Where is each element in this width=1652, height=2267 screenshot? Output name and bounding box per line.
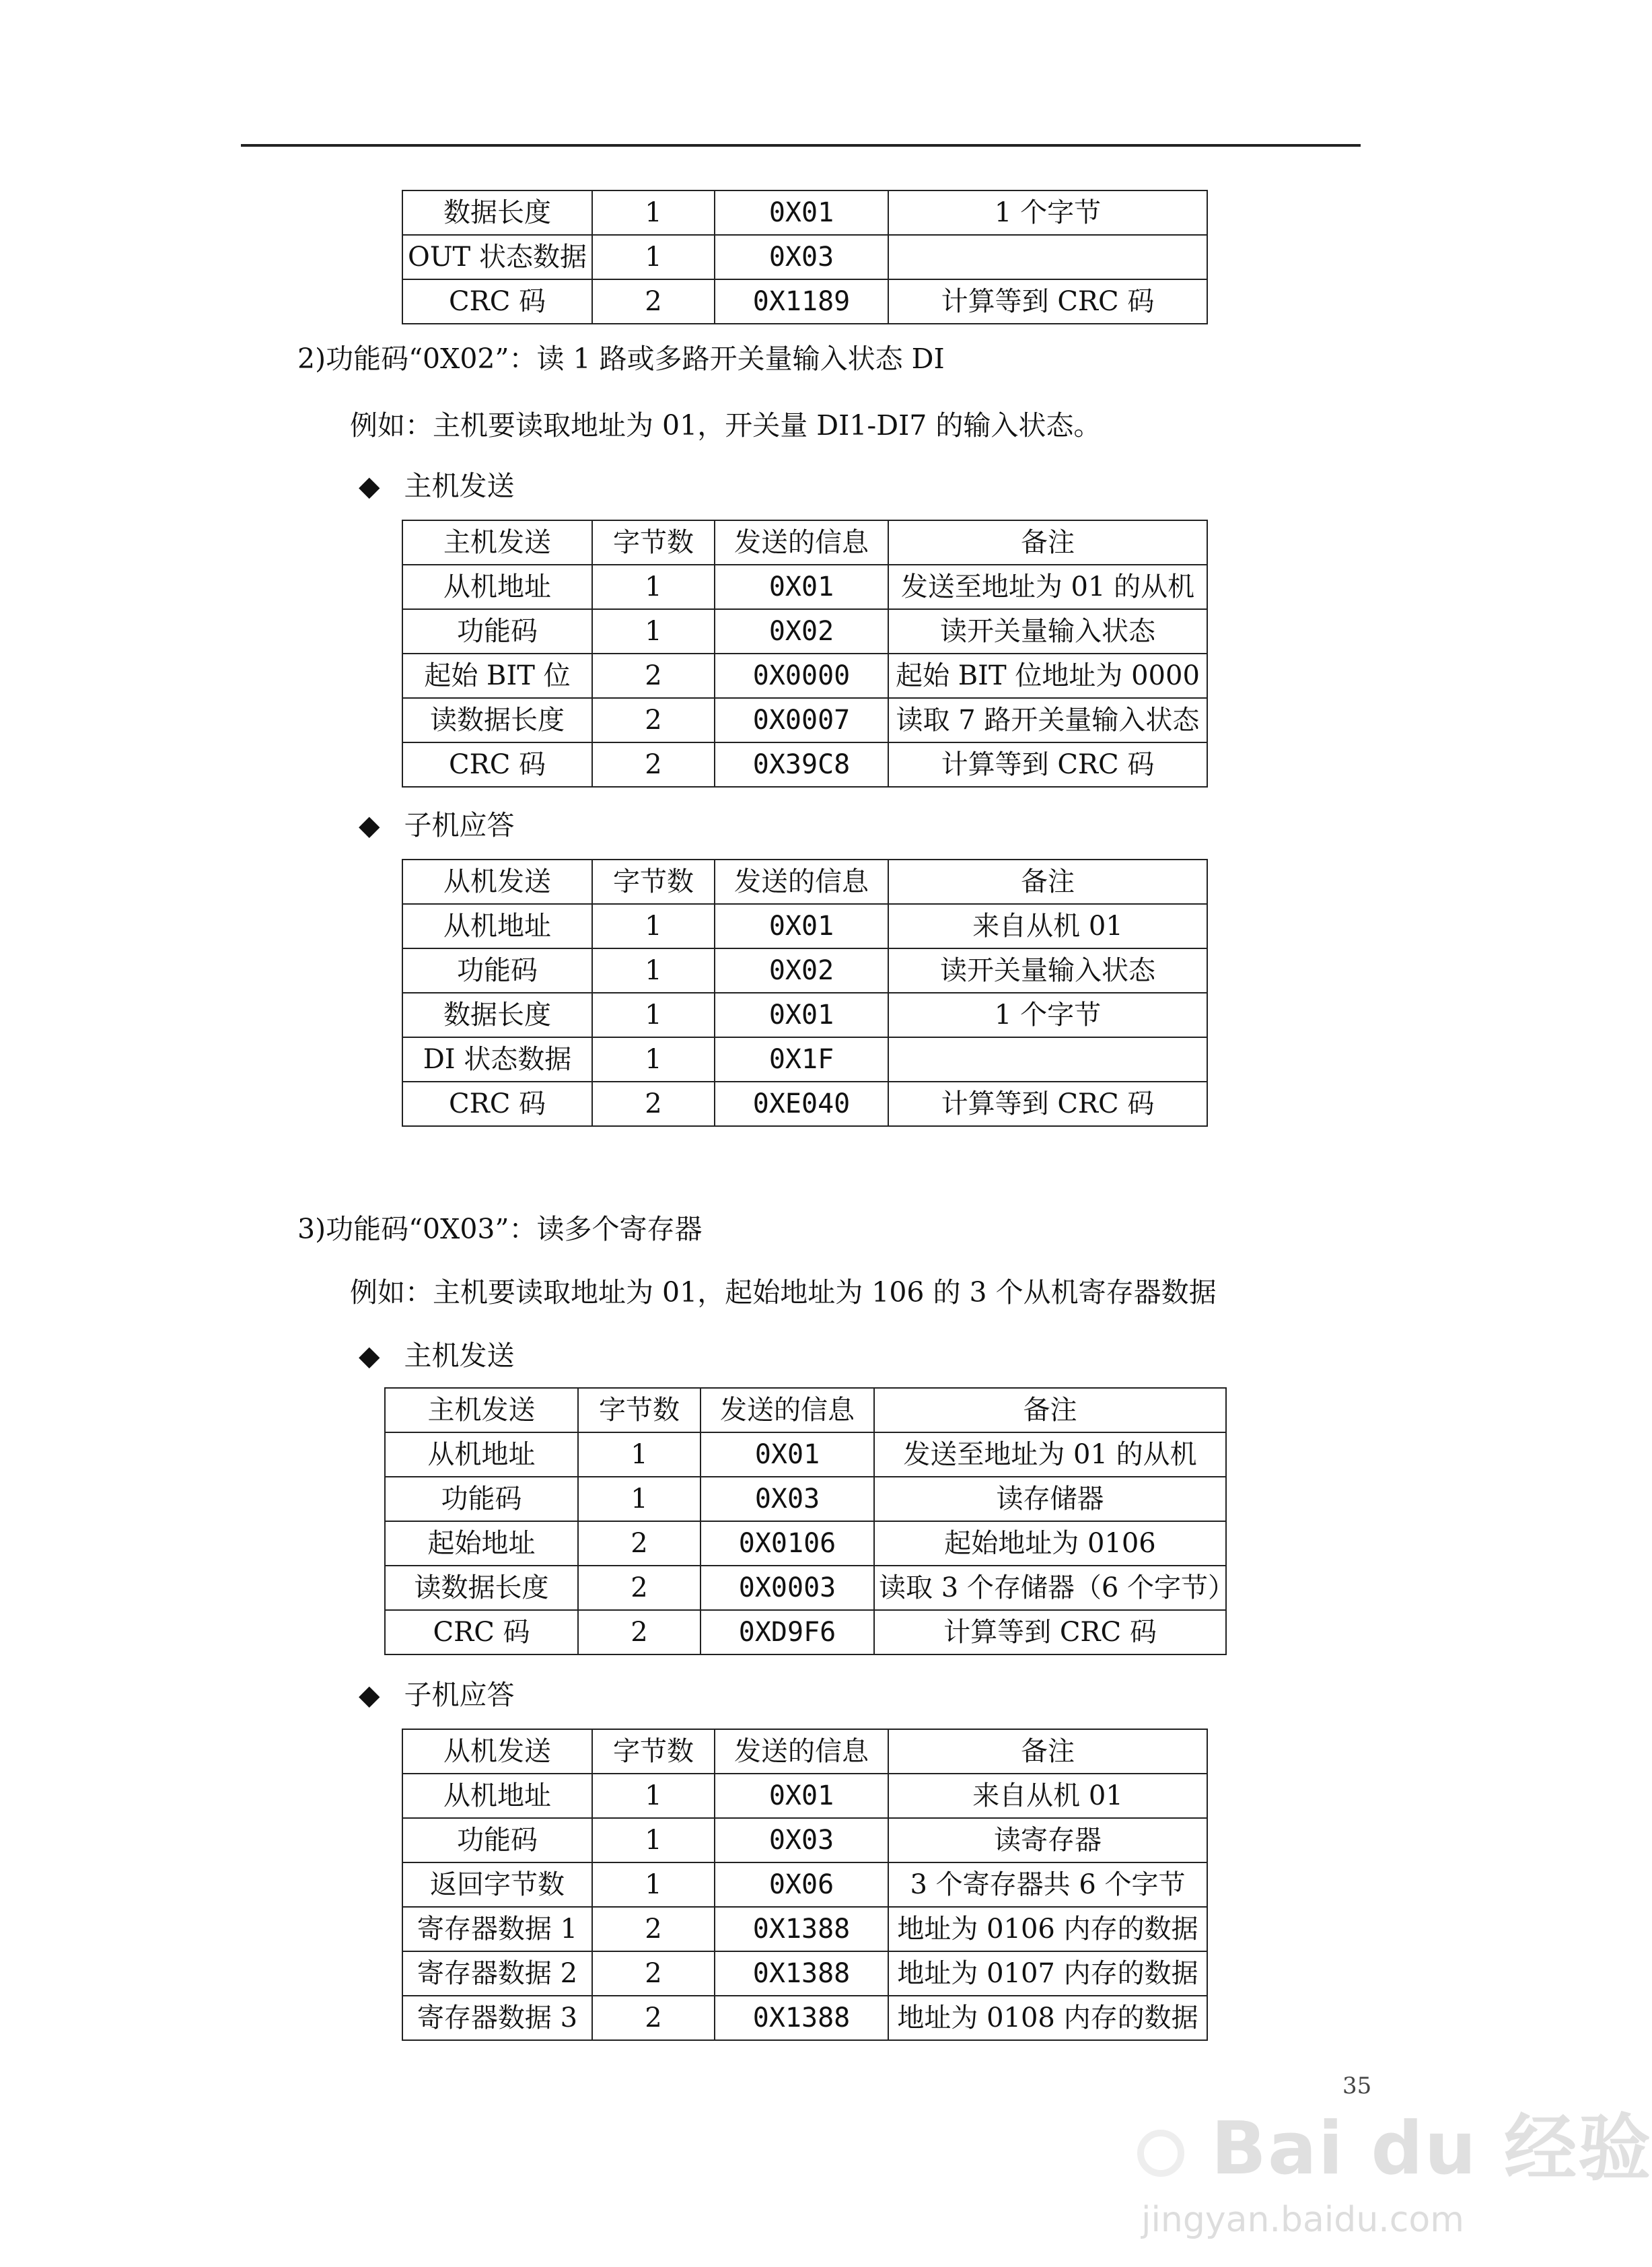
table-cell: 0X1F <box>715 1037 888 1082</box>
table-cell: 0X1388 <box>715 1907 888 1951</box>
table-row <box>385 1566 1226 1610</box>
table-cell: 2 <box>578 1610 701 1654</box>
table-cell: 地址为 0108 内存的数据 <box>888 1996 1207 2040</box>
section3-reply-table <box>402 1729 1208 2041</box>
table-row <box>402 1774 1207 1818</box>
table-cell: 0XD9F6 <box>701 1610 874 1654</box>
table-cell: 读取 3 个存储器（6 个字节） <box>874 1566 1226 1610</box>
table-row <box>402 565 1207 609</box>
table-cell: 2 <box>592 1082 715 1126</box>
table-cell: 1 <box>578 1477 701 1521</box>
table-body <box>402 860 1207 1126</box>
table-cell: 地址为 0107 内存的数据 <box>888 1951 1207 1996</box>
table-row <box>402 279 1207 324</box>
table-row <box>402 1907 1207 1951</box>
table-header-row <box>385 1388 1226 1432</box>
table-cell: 0X03 <box>715 1818 888 1862</box>
table-continued-0x01-reply <box>402 190 1208 324</box>
table-header-row <box>402 520 1207 565</box>
table-cell: 功能码 <box>402 609 592 654</box>
table-row <box>385 1610 1226 1654</box>
section3-heading: 3)功能码“0X03”：读多个寄存器 <box>297 1213 703 1245</box>
section3-send-table <box>384 1387 1235 1655</box>
table-cell: 读数据长度 <box>402 698 592 742</box>
section2-example: 例如：主机要读取地址为 01，开关量 DI1-DI7 的输入状态。 <box>350 409 1102 442</box>
table-row <box>402 609 1207 654</box>
header-cell: 从机发送 <box>402 1729 592 1774</box>
table-row <box>385 1432 1226 1477</box>
table-cell <box>888 1037 1207 1082</box>
table-cell: 1 <box>592 1774 715 1818</box>
table-cell: 0X01 <box>715 190 888 235</box>
table-row <box>402 654 1207 698</box>
table-cell: 发送至地址为 01 的从机 <box>888 565 1207 609</box>
table-cell: 寄存器数据 2 <box>402 1951 592 1996</box>
header-cell: 备注 <box>874 1388 1226 1432</box>
section2-reply-table <box>402 859 1208 1127</box>
table-cell: CRC 码 <box>402 1082 592 1126</box>
table-cell: 1 <box>592 1037 715 1082</box>
baidu-jingyan-watermark <box>1137 2090 1652 2240</box>
table-cell: 0X1388 <box>715 1951 888 1996</box>
table-cell: 2 <box>592 279 715 324</box>
header-cell: 发送的信息 <box>715 860 888 904</box>
header-cell: 发送的信息 <box>715 1729 888 1774</box>
table-cell: 0X01 <box>715 993 888 1037</box>
table-row <box>402 993 1207 1037</box>
table-cell: 0X0003 <box>701 1566 874 1610</box>
table-cell: 1 <box>592 1862 715 1907</box>
bullet-label: 主机发送 <box>404 470 515 502</box>
table-row <box>402 190 1207 235</box>
table-row <box>402 698 1207 742</box>
table-cell: 从机地址 <box>402 565 592 609</box>
table-row <box>402 1037 1207 1082</box>
table-body <box>385 1388 1235 1654</box>
table-cell: 1 <box>592 609 715 654</box>
table-cell: 功能码 <box>385 1477 578 1521</box>
table-cell: 1 个字节 <box>888 993 1207 1037</box>
table-cell: 0X0106 <box>701 1521 874 1566</box>
diamond-bullet-icon: ◆ <box>359 470 380 502</box>
table-row <box>402 904 1207 948</box>
header-rule <box>241 144 1361 147</box>
table-row <box>402 948 1207 993</box>
table-cell: 功能码 <box>402 948 592 993</box>
table-row <box>402 1862 1207 1907</box>
table-cell: 来自从机 01 <box>888 1774 1207 1818</box>
header-cell: 发送的信息 <box>715 520 888 565</box>
table-cell: 读取 7 路开关量输入状态 <box>888 698 1207 742</box>
table-cell: 从机地址 <box>385 1432 578 1477</box>
section3-send-label <box>359 1339 515 1372</box>
table-cell: 2 <box>592 1996 715 2040</box>
paw-icon <box>1137 2130 1184 2177</box>
header-cell: 字节数 <box>578 1388 701 1432</box>
section2-send-table <box>402 520 1208 788</box>
table-cell: 功能码 <box>402 1818 592 1862</box>
watermark-logo <box>1137 2090 1652 2194</box>
table-cell: 起始地址为 0106 <box>874 1521 1226 1566</box>
table-cell: 计算等到 CRC 码 <box>888 279 1207 324</box>
table-cell: 从机地址 <box>402 904 592 948</box>
table-cell: 0X0007 <box>715 698 888 742</box>
header-cell: 发送的信息 <box>701 1388 874 1432</box>
table-cell: 1 <box>592 565 715 609</box>
table-cell: 起始地址 <box>385 1521 578 1566</box>
table-cell: 起始 BIT 位 <box>402 654 592 698</box>
table-row <box>402 742 1207 787</box>
table-cell: 2 <box>592 742 715 787</box>
table-body <box>402 520 1207 787</box>
table-cell: 0X1189 <box>715 279 888 324</box>
header-cell: 主机发送 <box>385 1388 578 1432</box>
section3-reply-label <box>359 1681 515 1709</box>
table-cell: CRC 码 <box>402 279 592 324</box>
table-cell: 0X01 <box>715 904 888 948</box>
table-cell: 0X1388 <box>715 1996 888 2040</box>
table-cell <box>888 235 1207 279</box>
bullet-label: 主机发送 <box>404 1339 515 1372</box>
table-cell: 0XE040 <box>715 1082 888 1126</box>
table-cell: DI 状态数据 <box>402 1037 592 1082</box>
table-cell: OUT 状态数据 <box>402 235 592 279</box>
section2-reply-label <box>359 809 515 841</box>
table-cell: 0X01 <box>701 1432 874 1477</box>
table-cell: 地址为 0106 内存的数据 <box>888 1907 1207 1951</box>
table-cell: 来自从机 01 <box>888 904 1207 948</box>
table-cell: 读寄存器 <box>888 1818 1207 1862</box>
header-cell: 备注 <box>888 1729 1207 1774</box>
table-cell: 0X39C8 <box>715 742 888 787</box>
table-cell: 2 <box>592 654 715 698</box>
table-cell: 读开关量输入状态 <box>888 948 1207 993</box>
table-cell: 读开关量输入状态 <box>888 609 1207 654</box>
table-cell: 寄存器数据 1 <box>402 1907 592 1951</box>
table-cell: 1 <box>578 1432 701 1477</box>
table-body <box>402 1729 1207 2040</box>
table-cell: 0X06 <box>715 1862 888 1907</box>
table-header-row <box>402 860 1207 904</box>
table-cell: 2 <box>578 1521 701 1566</box>
table-cell: 1 <box>592 235 715 279</box>
table-cell: 1 <box>592 904 715 948</box>
table-cell: 0X01 <box>715 1774 888 1818</box>
table-cell: 1 个字节 <box>888 190 1207 235</box>
table-row <box>402 235 1207 279</box>
table-body <box>402 190 1207 324</box>
watermark-url: jingyan.baidu.com <box>1141 2200 1464 2240</box>
bullet-label: 子机应答 <box>404 809 515 841</box>
table-cell: 1 <box>592 993 715 1037</box>
table-cell: 2 <box>592 1951 715 1996</box>
page-number: 35 <box>1342 2072 1372 2099</box>
table-cell: 1 <box>592 1818 715 1862</box>
table-cell: 计算等到 CRC 码 <box>888 1082 1207 1126</box>
table-row <box>385 1521 1226 1566</box>
table-cell: 0X01 <box>715 565 888 609</box>
diamond-bullet-icon: ◆ <box>359 1339 380 1372</box>
table-row <box>385 1477 1226 1521</box>
header-cell: 备注 <box>888 520 1207 565</box>
table-cell: 读存储器 <box>874 1477 1226 1521</box>
table-cell: 0X02 <box>715 948 888 993</box>
table-cell: 0X0000 <box>715 654 888 698</box>
table-cell: CRC 码 <box>402 742 592 787</box>
table-cell: 2 <box>578 1566 701 1610</box>
table-cell: 起始 BIT 位地址为 0000 <box>888 654 1207 698</box>
table-cell: 数据长度 <box>402 993 592 1037</box>
header-cell: 主机发送 <box>402 520 592 565</box>
section2-send-label <box>359 470 515 502</box>
header-cell: 字节数 <box>592 860 715 904</box>
diamond-bullet-icon: ◆ <box>359 809 380 841</box>
bullet-label: 子机应答 <box>404 1679 515 1711</box>
table-cell: 0X03 <box>701 1477 874 1521</box>
table-cell: 计算等到 CRC 码 <box>888 742 1207 787</box>
table-cell: 计算等到 CRC 码 <box>874 1610 1226 1654</box>
header-cell: 字节数 <box>592 1729 715 1774</box>
header-cell: 备注 <box>888 860 1207 904</box>
table-cell: CRC 码 <box>385 1610 578 1654</box>
table-cell: 2 <box>592 698 715 742</box>
header-cell: 从机发送 <box>402 860 592 904</box>
table-cell: 寄存器数据 3 <box>402 1996 592 2040</box>
table-cell: 数据长度 <box>402 190 592 235</box>
table-row <box>402 1082 1207 1126</box>
table-row <box>402 1818 1207 1862</box>
section3-example: 例如：主机要读取地址为 01，起始地址为 106 的 3 个从机寄存器数据 <box>350 1276 1217 1309</box>
table-row <box>402 1951 1207 1996</box>
watermark-logo-text: Bai du 经验 <box>1211 2107 1652 2191</box>
table-cell: 返回字节数 <box>402 1862 592 1907</box>
table-cell: 1 <box>592 948 715 993</box>
table-cell: 发送至地址为 01 的从机 <box>874 1432 1226 1477</box>
table-header-row <box>402 1729 1207 1774</box>
table-cell: 3 个寄存器共 6 个字节 <box>888 1862 1207 1907</box>
table-cell: 从机地址 <box>402 1774 592 1818</box>
table-cell: 0X03 <box>715 235 888 279</box>
diamond-bullet-icon: ◆ <box>359 1679 380 1711</box>
table-cell: 0X02 <box>715 609 888 654</box>
table-cell: 2 <box>592 1907 715 1951</box>
table-cell: 1 <box>592 190 715 235</box>
header-cell: 字节数 <box>592 520 715 565</box>
table-row <box>402 1996 1207 2040</box>
table-cell: 读数据长度 <box>385 1566 578 1610</box>
section2-heading: 2)功能码“0X02”：读 1 路或多路开关量输入状态 DI <box>297 343 945 375</box>
